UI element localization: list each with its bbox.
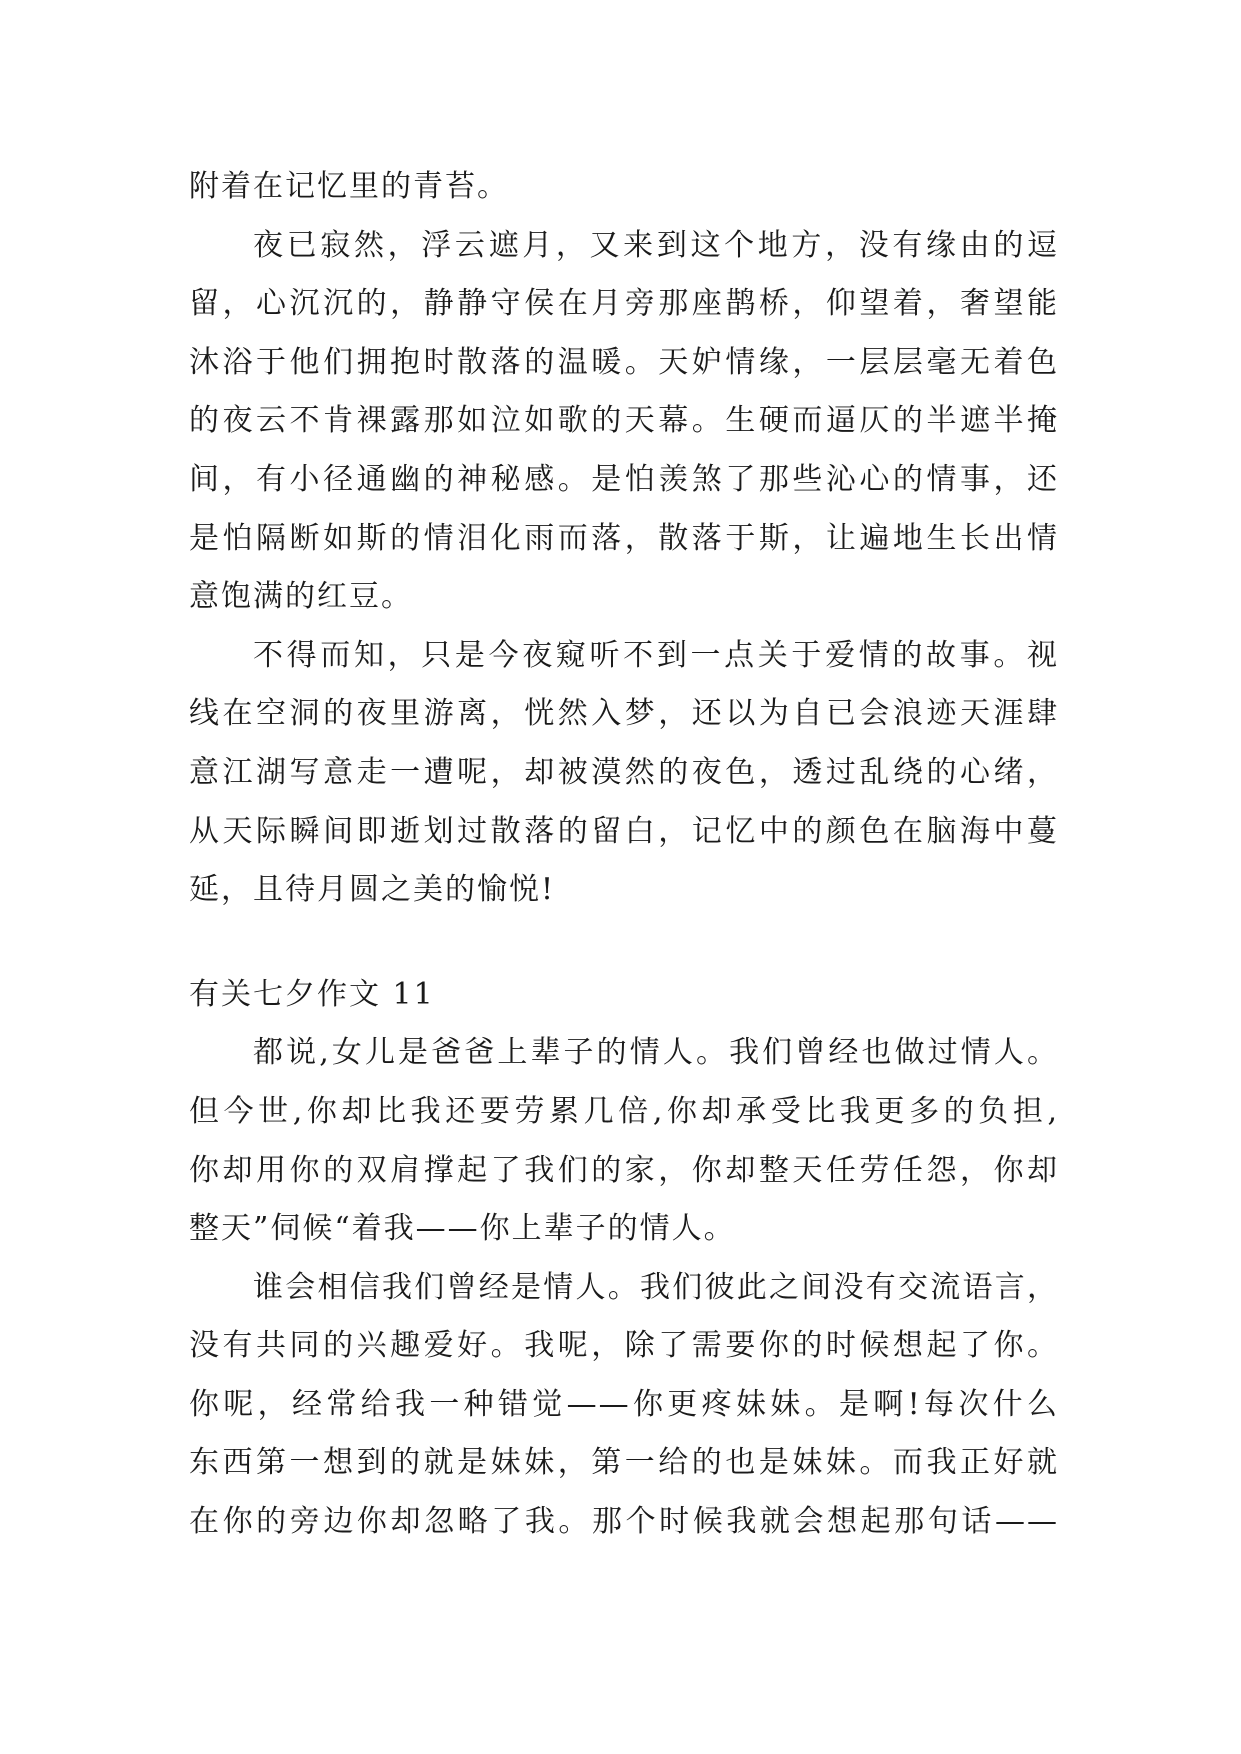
text-line: 间，有小径通幽的神秘感。是怕羡煞了那些沁心的情事，还 — [189, 461, 1059, 497]
text-line: 夜已寂然，浮云遮月，又来到这个地方，没有缘由的逗 — [253, 227, 1059, 263]
text-line: 延，且待月圆之美的愉悦! — [189, 872, 556, 908]
paragraph-continuation — [189, 158, 1059, 217]
text-line: 的夜云不肯裸露那如泣如歌的天幕。生硬而逼仄的半遮半掩 — [189, 403, 1059, 439]
paragraph-1 — [189, 217, 1059, 627]
text-line: 在你的旁边你却忽略了我。那个时候我就会想起那句话—— — [189, 1504, 1059, 1540]
text-line: 附着在记忆里的青苔。 — [189, 169, 509, 204]
text-line: 意饱满的红豆。 — [189, 579, 413, 615]
text-line: 是怕隔断如斯的情泪化雨而落，散落于斯，让遍地生长出情 — [189, 520, 1059, 556]
text-line: 线在空洞的夜里游离，恍然入梦，还以为自已会浪迹天涯肆 — [189, 696, 1059, 732]
section-spacer — [189, 920, 1059, 966]
text-line: 从天际瞬间即逝划过散落的留白，记忆中的颜色在脑海中蔓 — [189, 813, 1059, 849]
text-line: 意江湖写意走一遭呢，却被漠然的夜色，透过乱绕的心绪， — [189, 754, 1059, 790]
text-line: 你呢，经常给我一种错觉——你更疼妹妹。是啊!每次什么 — [189, 1386, 1059, 1422]
text-line: 留，心沉沉的，静静守侯在月旁那座鹊桥，仰望着，奢望能 — [189, 286, 1059, 322]
text-line: 整天”伺候“着我——你上辈子的情人。 — [189, 1211, 736, 1247]
paragraph-2 — [189, 627, 1059, 920]
text-line: 谁会相信我们曾经是情人。我们彼此之间没有交流语言， — [253, 1269, 1059, 1305]
text-line: 东西第一想到的就是妹妹，第一给的也是妹妹。而我正好就 — [189, 1445, 1059, 1481]
paragraph-4 — [189, 1259, 1059, 1552]
section-title: 有关七夕作文 11 — [189, 976, 435, 1012]
document-body — [189, 158, 1059, 1552]
text-line: 你却用你的双肩撑起了我们的家，你却整天任劳任怨，你却 — [189, 1152, 1059, 1188]
text-line: 但今世,你却比我还要劳累几倍,你却承受比我更多的负担, — [189, 1093, 1059, 1129]
text-line: 没有共同的兴趣爱好。我呢，除了需要你的时候想起了你。 — [189, 1328, 1059, 1364]
text-line: 不得而知，只是今夜窥听不到一点关于爱情的故事。视 — [253, 637, 1059, 673]
text-line: 都说,女儿是爸爸上辈子的情人。我们曾经也做过情人。 — [253, 1035, 1059, 1071]
text-line: 沐浴于他们拥抱时散落的温暖。天妒情缘，一层层毫无着色 — [189, 344, 1059, 380]
paragraph-3 — [189, 1024, 1059, 1258]
